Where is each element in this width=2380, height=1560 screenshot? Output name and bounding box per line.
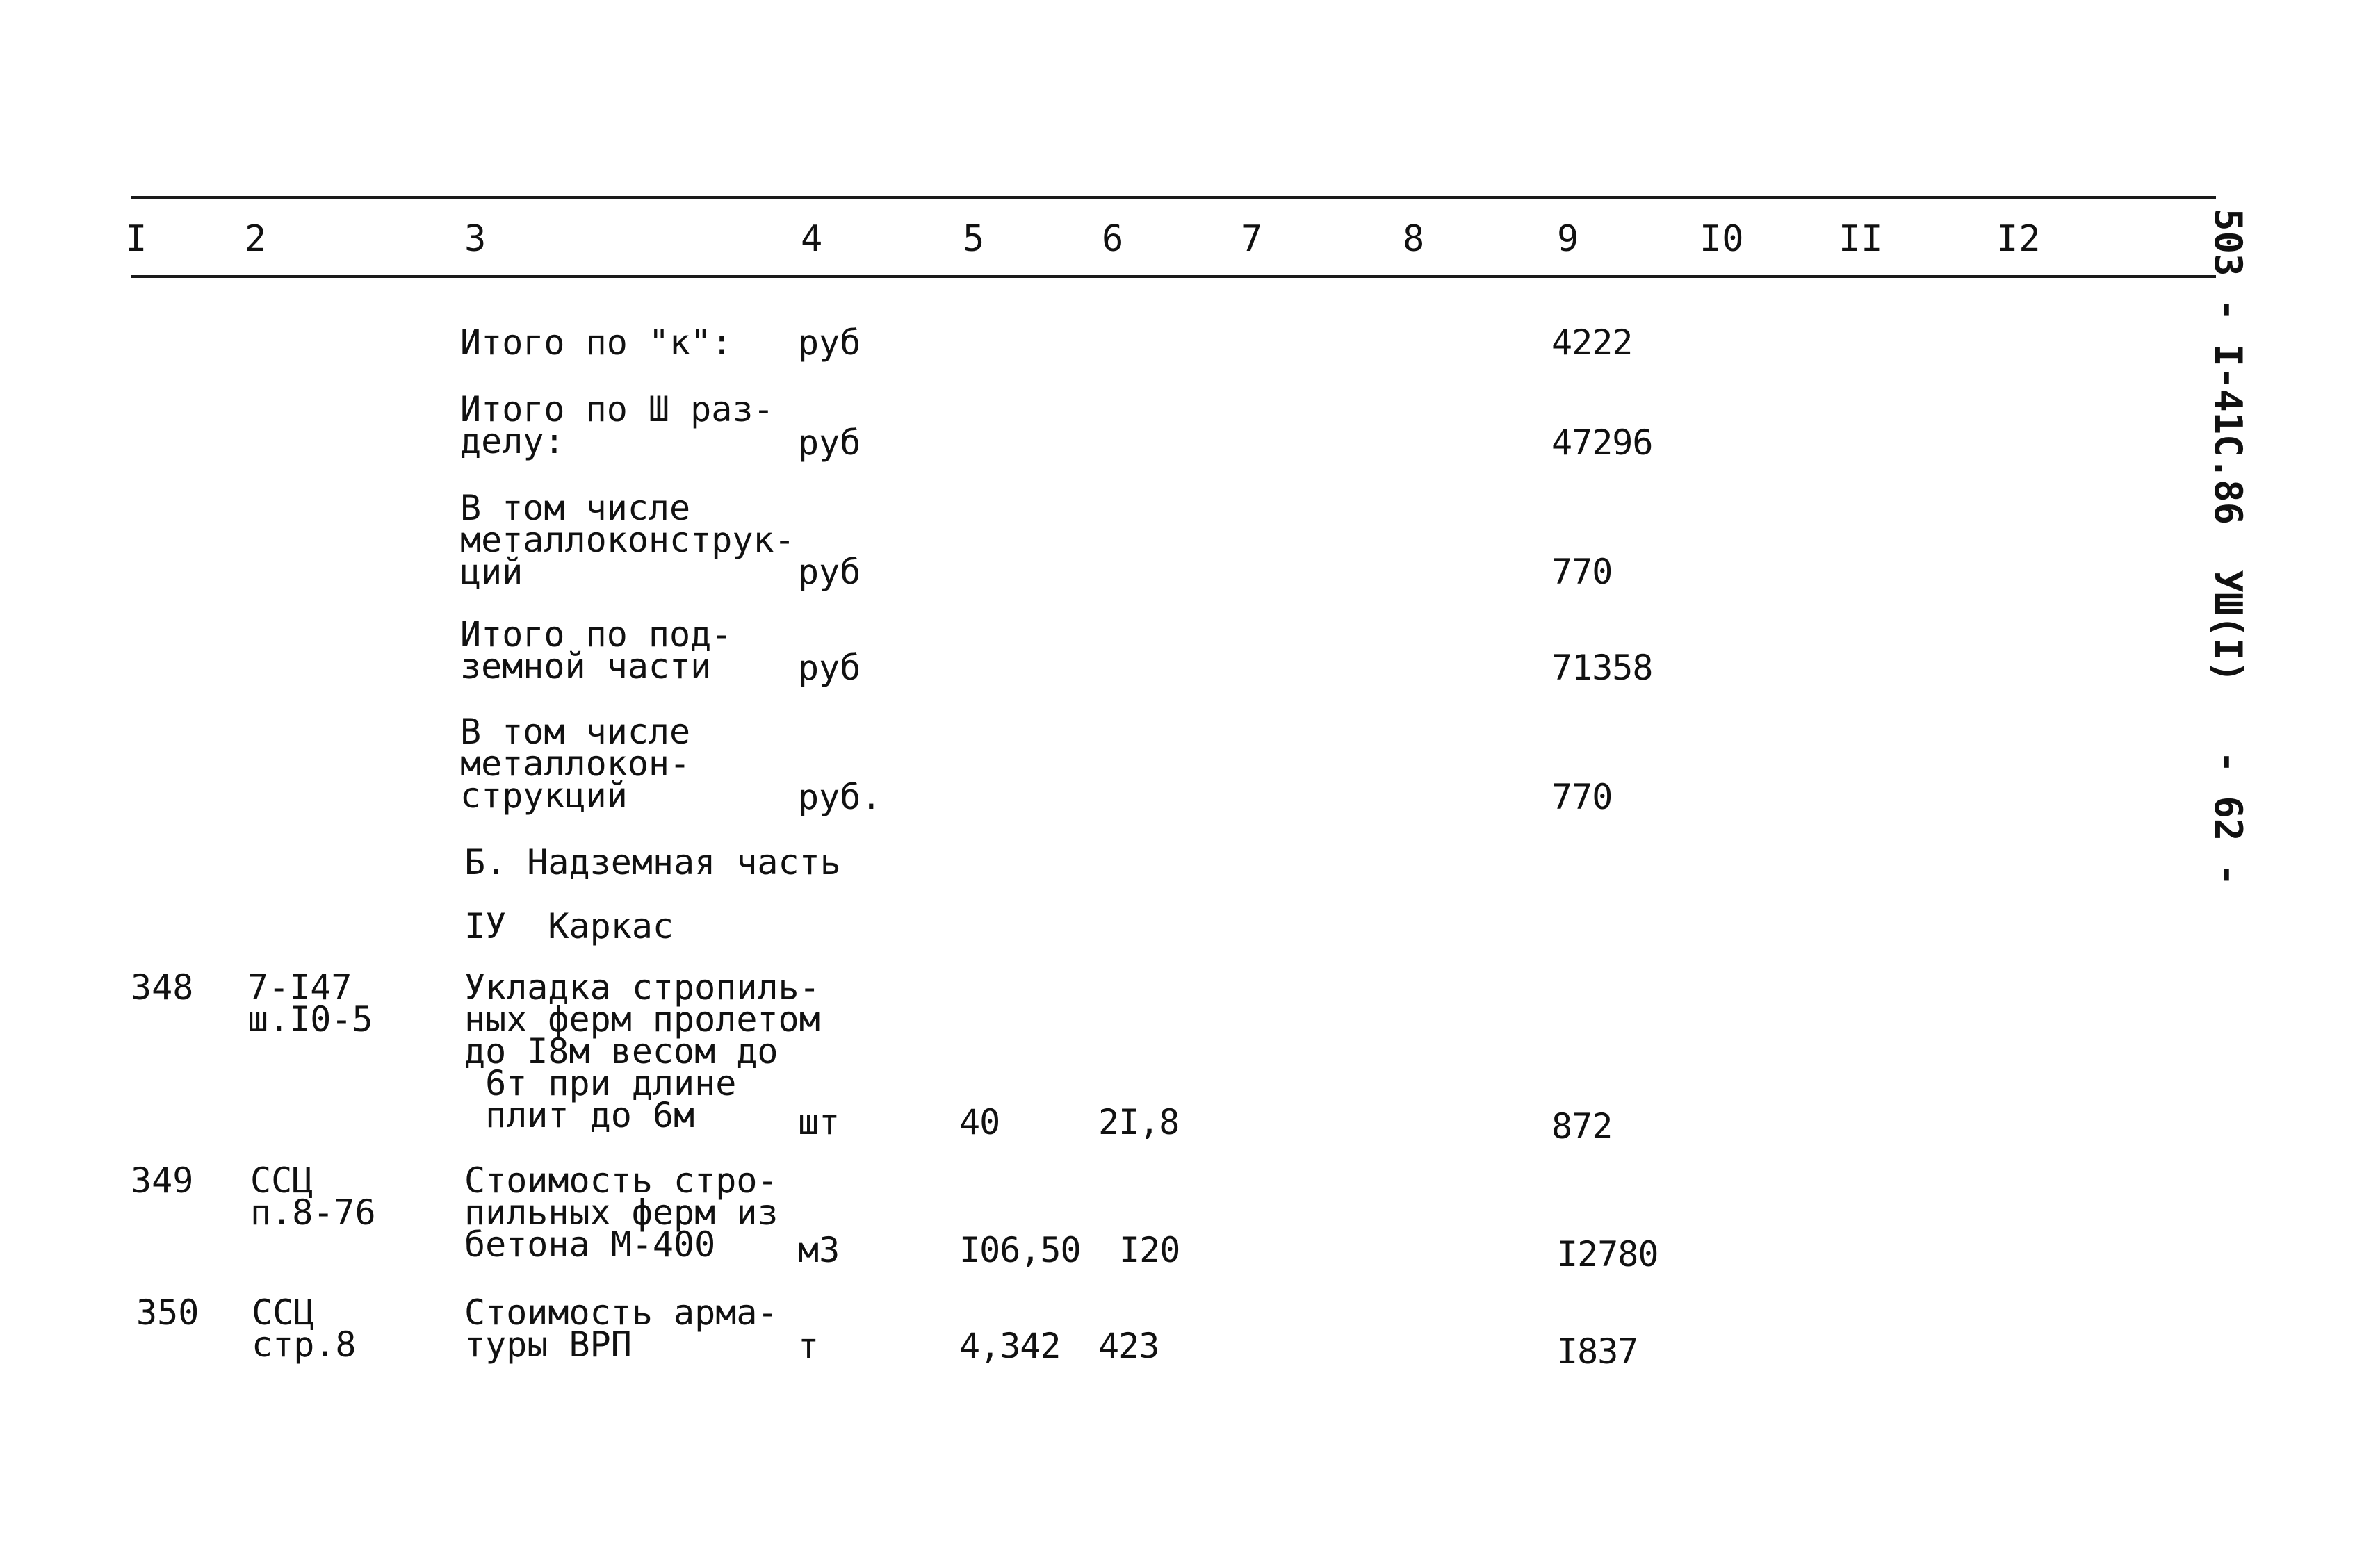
row-code: ССЦ стр.8 bbox=[252, 1292, 357, 1365]
row-unit-price: I20 bbox=[1119, 1230, 1180, 1270]
page-number: - 62 - bbox=[2206, 750, 2250, 887]
row-total: I837 bbox=[1557, 1331, 1638, 1372]
row-code: 7-I47 ш.I0-5 bbox=[247, 967, 373, 1040]
col-header-10: I0 bbox=[1700, 218, 1745, 260]
row-unit-price: 423 bbox=[1098, 1326, 1159, 1366]
row-total: 770 bbox=[1551, 777, 1613, 817]
document-volume: УШ(I) bbox=[2206, 570, 2250, 683]
row-description: Стоимость арма- туры ВРП bbox=[464, 1292, 779, 1365]
row-description: Итого по под- земной части bbox=[460, 614, 733, 687]
col-header-9: 9 bbox=[1557, 218, 1580, 260]
row-total: 47296 bbox=[1551, 422, 1653, 463]
row-description: Итого по "к": bbox=[460, 322, 733, 363]
row-total: 872 bbox=[1551, 1106, 1613, 1147]
subsection-heading: IУ Каркас bbox=[464, 906, 674, 946]
header-bottom-rule bbox=[131, 275, 2216, 278]
col-header-6: 6 bbox=[1102, 218, 1125, 260]
col-header-12: I2 bbox=[1996, 218, 2041, 260]
row-total: 71358 bbox=[1551, 648, 1653, 688]
col-header-3: 3 bbox=[464, 218, 487, 260]
table-top-rule bbox=[131, 196, 2216, 199]
col-header-1: I bbox=[125, 218, 148, 260]
row-quantity: 40 bbox=[959, 1102, 1000, 1142]
document-designation: 503 - I-41C.86 bbox=[2206, 208, 2250, 525]
col-header-7: 7 bbox=[1241, 218, 1264, 260]
row-unit: т bbox=[798, 1326, 820, 1366]
row-unit: руб bbox=[798, 422, 861, 463]
document-side-code bbox=[2206, 208, 2250, 887]
row-code: ССЦ п.8-76 bbox=[250, 1160, 376, 1233]
row-unit: руб bbox=[798, 322, 861, 363]
col-header-4: 4 bbox=[801, 218, 824, 260]
row-unit: м3 bbox=[798, 1230, 840, 1270]
row-description: Стоимость стро- пильных ферм из бетона М-400 bbox=[464, 1160, 779, 1265]
col-header-11: II bbox=[1839, 218, 1884, 260]
row-unit: шт bbox=[798, 1102, 840, 1142]
row-number: 348 bbox=[131, 967, 194, 1008]
row-description: Итого по Ш раз- делу: bbox=[460, 389, 774, 461]
row-description: В том числе металлоконструк- ций bbox=[460, 488, 795, 592]
section-heading: Б. Надземная часть bbox=[464, 842, 841, 882]
row-number: 349 bbox=[131, 1160, 194, 1201]
row-total: 4222 bbox=[1551, 322, 1633, 363]
col-header-2: 2 bbox=[245, 218, 268, 260]
row-number: 350 bbox=[136, 1292, 199, 1333]
col-header-5: 5 bbox=[963, 218, 986, 260]
row-quantity: I06,50 bbox=[959, 1230, 1081, 1270]
col-header-8: 8 bbox=[1403, 218, 1426, 260]
row-description: В том числе металлокон- струкций bbox=[460, 712, 691, 816]
row-total: I2780 bbox=[1557, 1234, 1658, 1274]
row-quantity: 4,342 bbox=[959, 1326, 1061, 1366]
row-unit: руб bbox=[798, 552, 861, 592]
row-total: 770 bbox=[1551, 552, 1613, 592]
row-description: Укладка стропиль- ных ферм пролетом до I8м весом до 6т при длине плит до 6м bbox=[464, 967, 820, 1135]
row-unit-price: 2I,8 bbox=[1098, 1102, 1180, 1142]
row-unit: руб bbox=[798, 648, 861, 688]
row-unit: руб. bbox=[798, 777, 882, 817]
